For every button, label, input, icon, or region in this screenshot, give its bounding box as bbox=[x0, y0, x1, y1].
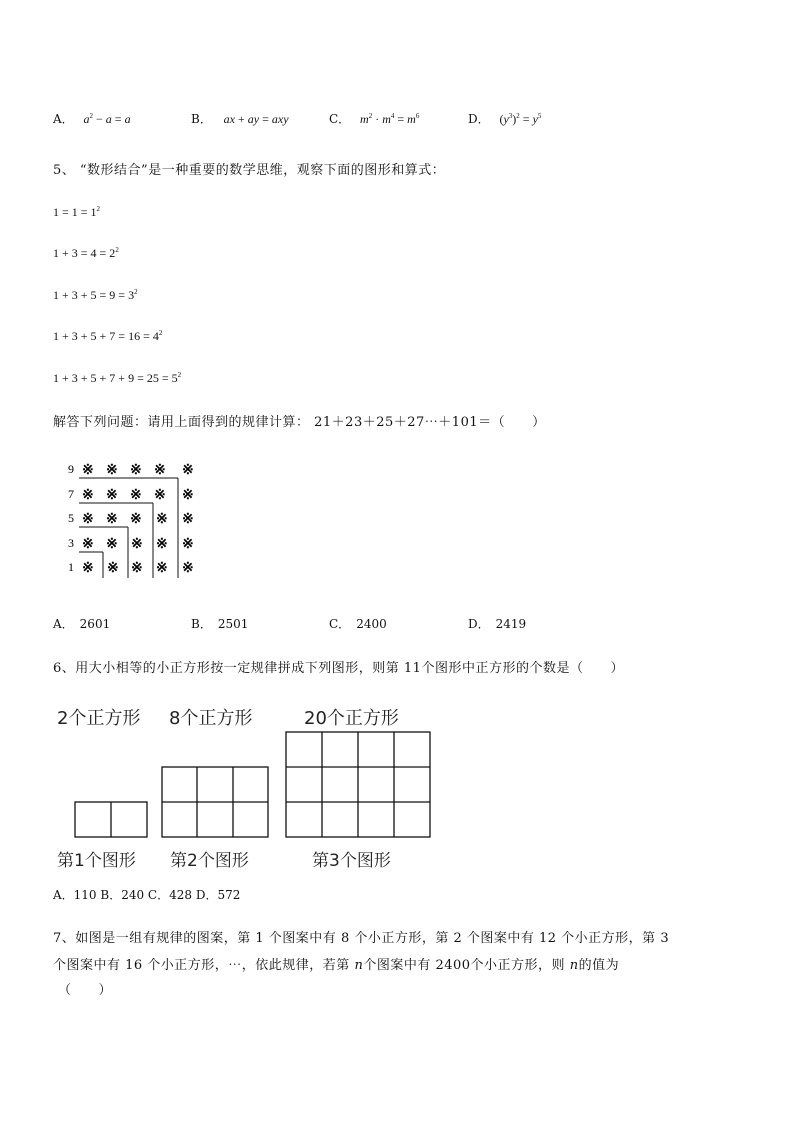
row-label-1: 1 bbox=[68, 560, 74, 574]
row-label-7: 7 bbox=[68, 487, 74, 501]
q5-equation-2: $1 + 3 = 4 = 2^2$ bbox=[53, 246, 119, 260]
q5-option-a bbox=[53, 615, 110, 632]
svg-text:※: ※ bbox=[106, 463, 118, 478]
svg-text:※: ※ bbox=[182, 537, 194, 552]
q4-option-a bbox=[53, 110, 131, 127]
q6-stem: 6、用大小相等的小正方形按一定规律拼成下列图形，则第 11个图形中正方形的个数是（ ） bbox=[53, 661, 624, 676]
svg-text:※: ※ bbox=[82, 561, 94, 576]
q5-option-c bbox=[329, 615, 387, 632]
figure-3-grid bbox=[286, 732, 430, 837]
q5-equation-1: $1 = 1 = 1^2$ bbox=[53, 205, 101, 219]
option-letter: B． bbox=[191, 112, 212, 126]
q5-equation-5: $1 + 3 + 5 + 7 + 9 = 25 = 5^2$ bbox=[53, 371, 182, 385]
svg-text:※: ※ bbox=[156, 537, 168, 552]
svg-text:※: ※ bbox=[154, 463, 166, 478]
row-label-3: 3 bbox=[68, 536, 74, 550]
fig-title-2: 8个正方形 bbox=[169, 708, 253, 729]
svg-text:※: ※ bbox=[82, 537, 94, 552]
q6-options: A．110 B．240 C．428 D．572 bbox=[53, 888, 241, 902]
fig-title-1: 2个正方形 bbox=[57, 708, 141, 729]
q4-option-d-expr: $(y^3)^2 = y^5$ bbox=[499, 112, 542, 126]
svg-text:※: ※ bbox=[131, 561, 143, 576]
svg-text:※: ※ bbox=[182, 463, 194, 478]
q5-option-b bbox=[191, 615, 248, 632]
fig-caption-1: 第1个图形 bbox=[57, 851, 136, 871]
fig-title-3: 20个正方形 bbox=[304, 708, 399, 729]
q4-option-b bbox=[191, 110, 289, 127]
variable-n: n bbox=[354, 958, 364, 973]
svg-text:※: ※ bbox=[156, 561, 168, 576]
svg-text:※: ※ bbox=[182, 488, 194, 503]
option-letter: A． bbox=[53, 112, 74, 126]
symbol-grid bbox=[82, 463, 194, 576]
q5-equation-3: $1 + 3 + 5 = 9 = 3^2$ bbox=[53, 288, 138, 302]
svg-text:※: ※ bbox=[130, 488, 142, 503]
option-value: 2601 bbox=[79, 617, 111, 631]
option-value: 2400 bbox=[356, 617, 387, 631]
q4-option-c bbox=[329, 110, 419, 127]
svg-text:※: ※ bbox=[156, 512, 168, 527]
svg-text:※: ※ bbox=[130, 463, 142, 478]
svg-text:※: ※ bbox=[131, 537, 143, 552]
option-letter: D． bbox=[468, 112, 490, 126]
figure-1-grid bbox=[75, 802, 147, 837]
svg-text:※: ※ bbox=[182, 561, 194, 576]
svg-text:※: ※ bbox=[82, 512, 94, 527]
q5-question: 解答下列问题：请用上面得到的规律计算： 21＋23＋25＋27⋯＋101＝（ ） bbox=[53, 415, 546, 430]
svg-text:※: ※ bbox=[154, 488, 166, 503]
q7-line-2 bbox=[53, 954, 619, 973]
row-label-9: 9 bbox=[68, 462, 74, 476]
option-letter: A． bbox=[53, 617, 74, 631]
option-letter: B． bbox=[191, 617, 212, 631]
q5-odd-sum-figure bbox=[62, 456, 212, 581]
q5-option-d bbox=[468, 615, 526, 632]
q5-stem: 5、 “数形结合”是一种重要的数学思维，观察下面的图形和算式： bbox=[53, 163, 446, 178]
q4-option-c-expr: $m^2 \cdot m^4 = m^6$ bbox=[360, 112, 420, 126]
svg-text:※: ※ bbox=[106, 537, 118, 552]
option-value: 2419 bbox=[495, 617, 527, 631]
svg-text:※: ※ bbox=[106, 512, 118, 527]
q7-line-2-mid: 个图案中有 2400个小正方形，则 bbox=[363, 958, 570, 973]
fig-caption-3: 第3个图形 bbox=[312, 851, 391, 871]
figure-2-grid bbox=[162, 767, 268, 837]
q4-option-d bbox=[468, 110, 541, 127]
q7-line-2-pre: 个图案中有 16 个小正方形，⋯，依此规律，若第 bbox=[53, 958, 355, 973]
svg-text:※: ※ bbox=[82, 463, 94, 478]
option-letter: C． bbox=[329, 112, 351, 126]
q7-answer-blank: （ ） bbox=[58, 983, 113, 998]
option-letter: C． bbox=[329, 617, 351, 631]
q5-equation-4: $1 + 3 + 5 + 7 = 16 = 4^2$ bbox=[53, 329, 163, 343]
q4-option-a-expr: $a^2 - a = a$ bbox=[83, 112, 131, 126]
svg-text:※: ※ bbox=[182, 512, 194, 527]
q4-option-b-expr: ax + ay = axy bbox=[223, 112, 289, 126]
option-value: 2501 bbox=[217, 617, 249, 631]
q7-line-2-post: 的值为 bbox=[578, 958, 620, 973]
option-letter: D． bbox=[468, 617, 490, 631]
svg-text:※: ※ bbox=[82, 488, 94, 503]
variable-n: n bbox=[569, 958, 579, 973]
fig-caption-2: 第2个图形 bbox=[170, 851, 249, 871]
q6-squares-figure bbox=[70, 728, 440, 843]
svg-text:※: ※ bbox=[106, 488, 118, 503]
q7-line-1: 7、如图是一组有规律的图案，第 1 个图案中有 8 个小正方形，第 2 个图案中有 12 个小正方形，第 3 bbox=[53, 931, 670, 946]
row-label-5: 5 bbox=[68, 511, 74, 525]
svg-text:※: ※ bbox=[107, 561, 119, 576]
svg-text:※: ※ bbox=[130, 512, 142, 527]
